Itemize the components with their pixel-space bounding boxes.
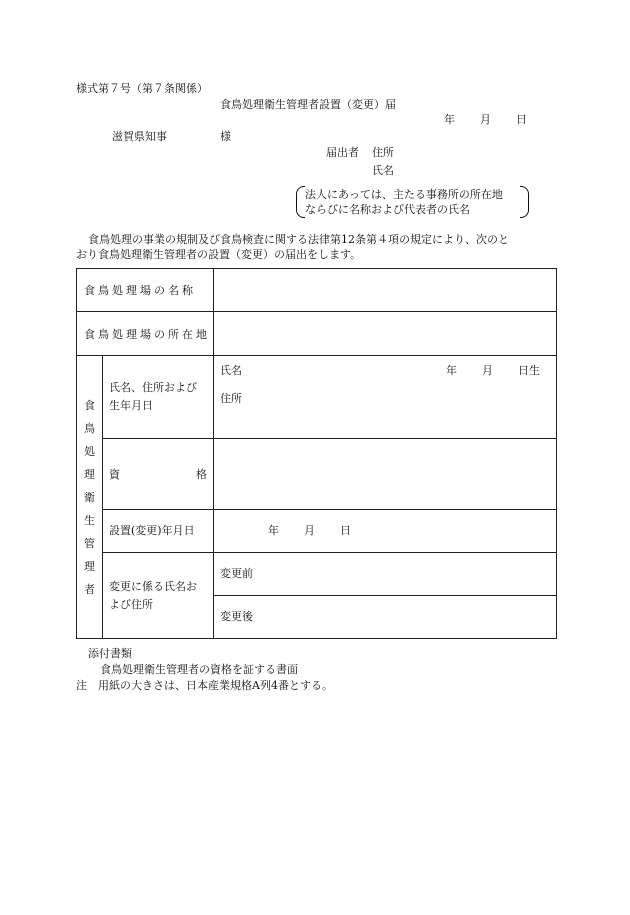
attachment-item: 食鳥処理衛生管理者の資格を証する書面 [100, 663, 298, 676]
qualification-field[interactable] [214, 439, 557, 510]
personal-address-label: 住所 [220, 392, 242, 405]
qualification-label: 資 格 [103, 439, 214, 510]
addressee: 滋賀県知事 [112, 130, 167, 143]
facility-name-field[interactable] [214, 269, 557, 312]
manager-vertical-label: 食 鳥 処 理 衛 生 管 理 者 [77, 356, 103, 639]
notifier-label: 届出者 [326, 146, 359, 159]
personal-name-label: 氏名 [220, 364, 242, 377]
setup-date-field[interactable] [214, 510, 557, 553]
birth-year: 年 [446, 364, 457, 377]
setup-month: 月 [304, 524, 315, 537]
date-year: 年 [444, 113, 455, 126]
facility-name-label: 食鳥処理場の名称 [77, 269, 214, 312]
corp-note-line-2: ならびに名称および代表者の氏名 [305, 203, 470, 216]
body-paragraph-line-1: 食鳥処理の事業の規制及び食鳥検査に関する法律第12条第４項の規定により、次のと [88, 233, 509, 246]
change-label: 変更に係る氏名お よび住所 [103, 553, 214, 639]
personal-info-field[interactable] [214, 356, 557, 439]
facility-address-label: 食鳥処理場の所在地 [77, 312, 214, 356]
birth-day: 日生 [518, 364, 540, 377]
corp-note-line-1: 法人にあっては、主たる事務所の所在地 [305, 188, 503, 201]
notifier-address-label: 住所 [372, 146, 394, 159]
setup-year: 年 [268, 524, 279, 537]
paper-size-note: 注 用紙の大きさは、日本産業規格A列4番とする。 [76, 679, 333, 692]
form-title: 食鳥処理衛生管理者設置（変更）届 [220, 98, 396, 111]
attachments-label: 添付書類 [88, 647, 132, 660]
body-paragraph-line-2: おり食鳥処理衛生管理者の設置（変更）の届出をします。 [76, 248, 362, 261]
honorific: 様 [220, 130, 231, 143]
facility-address-field[interactable] [214, 312, 557, 356]
setup-day: 日 [340, 524, 351, 537]
after-change-field[interactable]: 変更後 [214, 596, 557, 639]
right-paren [520, 186, 529, 218]
date-day: 日 [516, 113, 527, 126]
form-number: 様式第７号（第７条関係） [76, 82, 208, 95]
left-paren [296, 186, 305, 218]
notification-table [76, 268, 557, 639]
birth-month: 月 [482, 364, 493, 377]
date-month: 月 [480, 113, 491, 126]
setup-date-label: 設置(変更)年月日 [103, 510, 214, 553]
before-change-field[interactable]: 変更前 [214, 553, 557, 596]
notifier-name-label: 氏名 [372, 164, 394, 177]
personal-info-label: 氏名、住所および 生年月日 [103, 356, 214, 439]
